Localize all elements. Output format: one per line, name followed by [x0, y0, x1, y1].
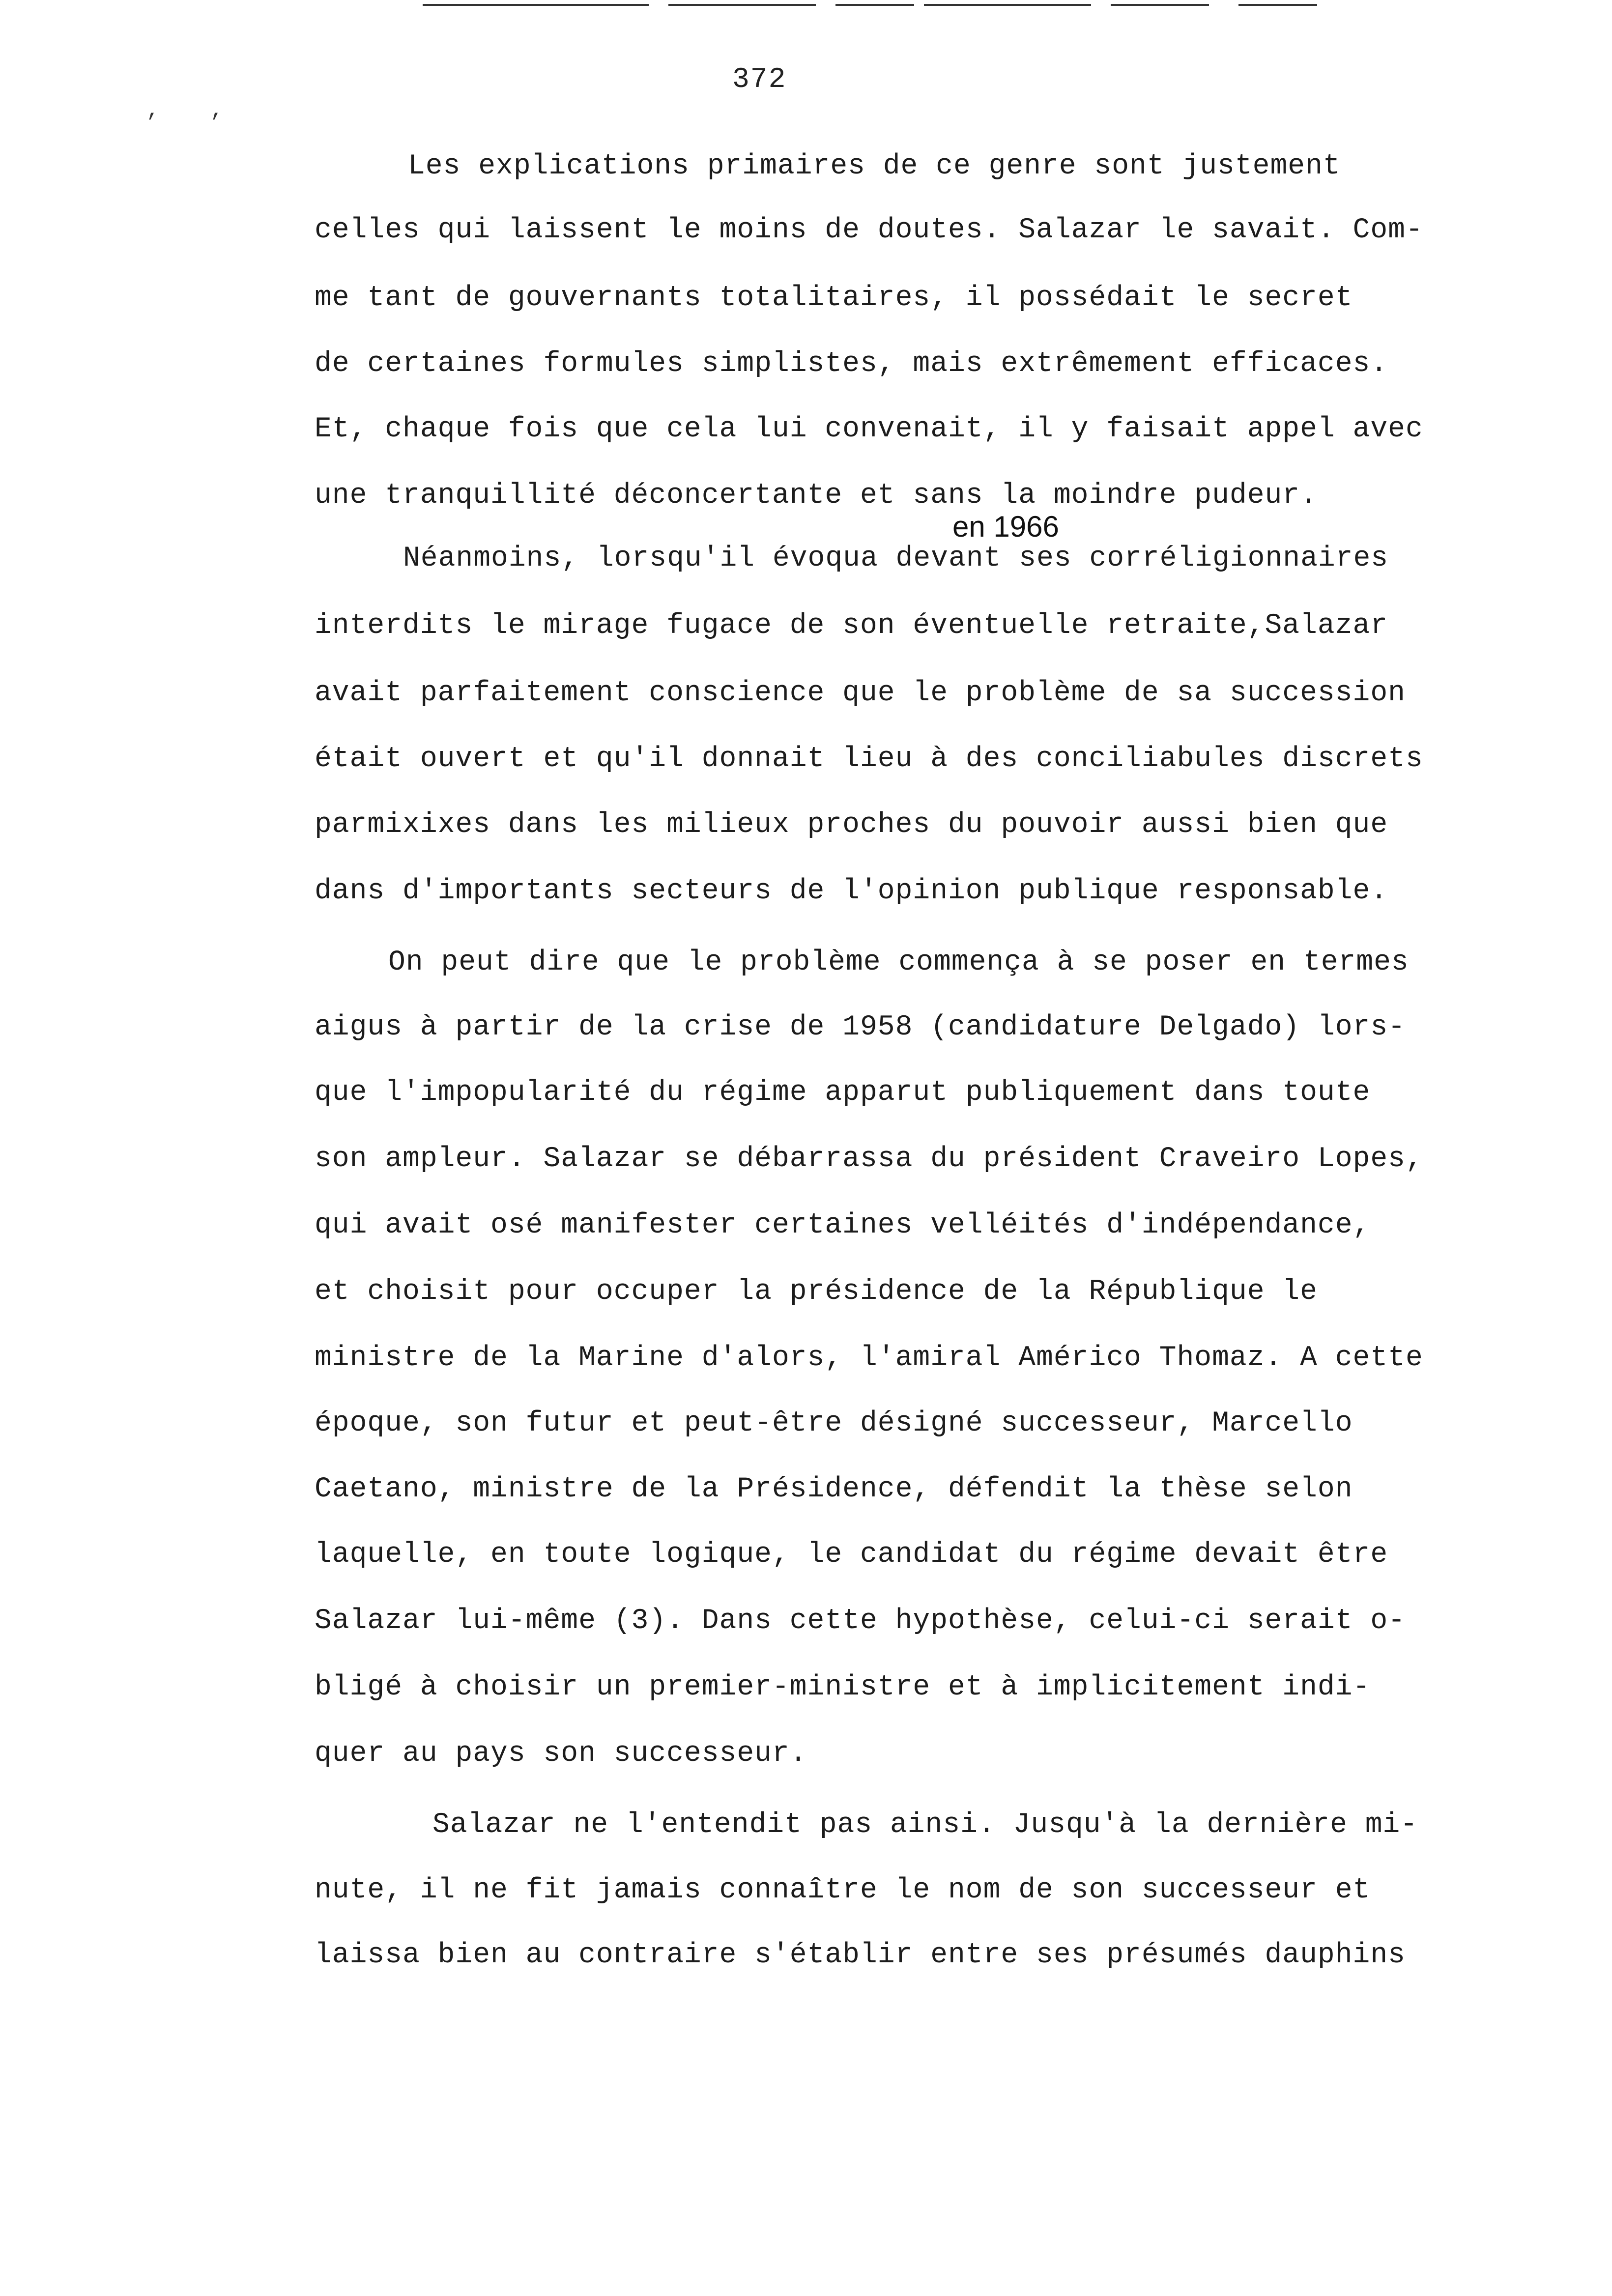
- top-rule: [423, 4, 649, 6]
- text-line: nute, il ne fit jamais connaître le nom de son successeur et: [315, 1874, 1371, 1906]
- text-line: Salazar lui-même (3). Dans cette hypothèse, celui-ci serait o-: [315, 1605, 1406, 1637]
- top-rule: [1238, 4, 1317, 6]
- text-line: celles qui laissent le moins de doutes. Salazar le savait. Com-: [315, 214, 1423, 246]
- text-line: une tranquillité déconcertante et sans la moindre pudeur.: [315, 480, 1318, 512]
- text-line: Les explications primaires de ce genre sont justement: [408, 150, 1341, 182]
- text-line: interdits le mirage fugace de son éventuelle retraite,Salazar: [315, 610, 1388, 642]
- text-line: Caetano, ministre de la Présidence, défendit la thèse selon: [315, 1473, 1353, 1505]
- text-line: laquelle, en toute logique, le candidat du régime devait être: [315, 1539, 1388, 1571]
- text-line: dans d'importants secteurs de l'opinion publique responsable.: [315, 875, 1388, 907]
- text-line: Et, chaque fois que cela lui convenait, il y faisait appel avec: [315, 413, 1423, 445]
- text-line: et choisit pour occuper la présidence de la République le: [315, 1276, 1318, 1308]
- margin-mark: ,: [210, 98, 224, 123]
- text-line: ministre de la Marine d'alors, l'amiral Américo Thomaz. A cette: [315, 1342, 1423, 1374]
- text-line: laissa bien au contraire s'établir entre ses présumés dauphins: [315, 1939, 1406, 1971]
- text-line: On peut dire que le problème commença à se poser en termes: [388, 947, 1409, 978]
- text-line: qui avait osé manifester certaines velléités d'indépendance,: [315, 1209, 1371, 1241]
- margin-insertion: en 1966: [952, 510, 1059, 543]
- text-line: son ampleur. Salazar se débarrassa du président Craveiro Lopes,: [315, 1143, 1423, 1175]
- top-rule: [668, 4, 816, 6]
- page-number: 372: [732, 64, 787, 96]
- text-line: de certaines formules simplistes, mais extrêmement efficaces.: [315, 348, 1388, 380]
- top-rule: [1111, 4, 1209, 6]
- top-rule: [835, 4, 914, 6]
- text-line: Néanmoins, lorsqu'il évoqua devant ses corréligionnaires: [403, 543, 1389, 574]
- text-line: que l'impopularité du régime apparut publiquement dans toute: [315, 1077, 1371, 1109]
- text-line: aigus à partir de la crise de 1958 (candidature Delgado) lors-: [315, 1011, 1406, 1043]
- text-line: avait parfaitement conscience que le problème de sa succession: [315, 677, 1406, 709]
- text-line: quer au pays son successeur.: [315, 1738, 807, 1770]
- text-line: époque, son futur et peut-être désigné successeur, Marcello: [315, 1407, 1353, 1439]
- margin-mark: ,: [146, 98, 160, 123]
- top-rule: [924, 4, 1091, 6]
- text-line: parmixixes dans les milieux proches du pouvoir aussi bien que: [315, 809, 1388, 841]
- text-line: était ouvert et qu'il donnait lieu à des conciliabules discrets: [315, 743, 1423, 775]
- text-line: Salazar ne l'entendit pas ainsi. Jusqu'à la dernière mi-: [432, 1809, 1418, 1841]
- text-line: me tant de gouvernants totalitaires, il possédait le secret: [315, 282, 1353, 314]
- text-line: bligé à choisir un premier-ministre et à implicitement indi-: [315, 1671, 1371, 1703]
